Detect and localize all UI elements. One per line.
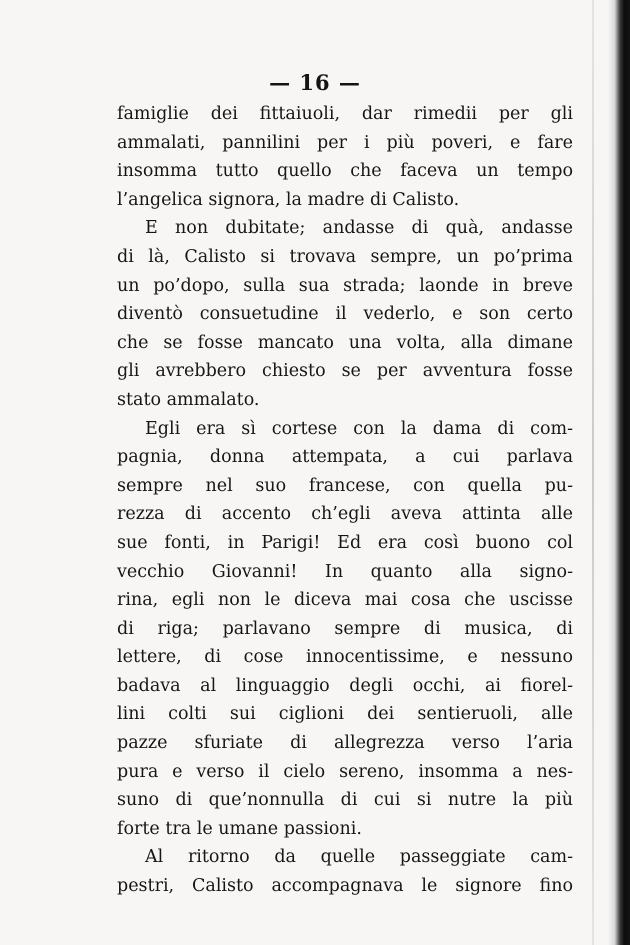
- text-line: gli avrebbero chiesto se per avventura fosse: [117, 361, 573, 382]
- text-line: stato ammalato.: [117, 389, 260, 410]
- text-line: rina, egli non le diceva mai cosa che uscisse: [117, 590, 573, 611]
- text-line: pura e verso il cielo sereno, insomma a nes-: [117, 761, 573, 782]
- text-line: sue fonti, in Parigi! Ed era così buono col: [117, 532, 573, 553]
- text-line: rezza di accento ch’egli aveva attinta alle: [117, 504, 573, 525]
- text-line: forte tra le umane passioni.: [117, 818, 362, 839]
- text-line: l’angelica signora, la madre di Calisto.: [117, 189, 460, 210]
- text-line: vecchio Giovanni! In quanto alla signo-: [117, 561, 573, 582]
- body-text: [117, 100, 573, 901]
- text-line: famiglie dei fittaiuoli, dar rimedii per gli: [117, 104, 573, 124]
- page-fold-shadow: [592, 0, 594, 945]
- text-line: pazze sfuriate di allegrezza verso l’aria: [117, 733, 573, 754]
- text-line: lettere, di cose innocentissime, e nessuno: [117, 647, 573, 668]
- text-line: pagnia, donna attempata, a cui parlava: [117, 447, 573, 468]
- book-spine-edge: [608, 0, 630, 945]
- text-line: insomma tutto quello che faceva un tempo: [117, 161, 573, 182]
- text-line: E non dubitate; andasse di quà, andasse: [145, 218, 573, 239]
- text-line: di riga; parlavano sempre di musica, di: [117, 618, 573, 639]
- text-line: sempre nel suo francese, con quella pu-: [117, 475, 573, 496]
- text-line: Egli era sì cortese con la dama di com-: [145, 418, 573, 439]
- text-line: che se fosse mancato una volta, alla dimane: [117, 332, 573, 353]
- text-line: ammalati, pannilini per i più poveri, e fare: [117, 132, 573, 153]
- text-line: suno di que’nonnulla di cui si nutre la più: [117, 790, 573, 811]
- page-number: — 16 —: [269, 70, 361, 95]
- text-line: pestri, Calisto accompagnava le signore fino: [117, 876, 573, 897]
- text-line: di là, Calisto si trovava sempre, un po’prima: [117, 246, 573, 267]
- text-line: badava al linguaggio degli occhi, ai fiorel-: [117, 675, 573, 696]
- text-line: lini colti sui ciglioni dei sentieruoli, alle: [117, 704, 573, 725]
- text-line: diventò consuetudine il vederlo, e son certo: [117, 304, 573, 325]
- text-line: Al ritorno da quelle passeggiate cam-: [145, 847, 573, 868]
- text-line: un po’dopo, sulla sua strada; laonde in breve: [117, 275, 573, 296]
